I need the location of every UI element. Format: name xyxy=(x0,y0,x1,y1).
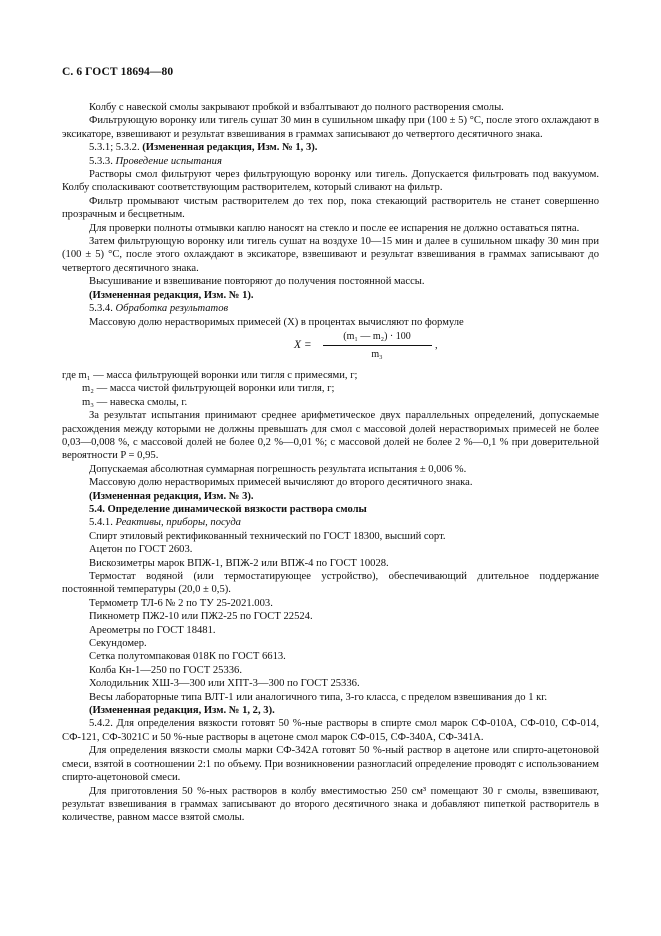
section-title: Реактивы, приборы, посуда xyxy=(115,517,241,529)
formula-lhs: X = xyxy=(294,338,312,351)
paragraph: Для проверки полноты отмывки каплю наносят на стекло и после ее испарения не должно оставаться пятна. xyxy=(89,222,580,234)
variable-definition: где m₁ — масса фильтрующей воронки или тигля с примесями, г; xyxy=(62,369,358,381)
paragraph: Для приготовления 50 %-ных растворов в колбу вместимостью 250 см³ помещают 30 г смолы, взвешивают, результат взвешивания в граммах записывают до второго десятичного знака и добавляют пипеткой растворитель в количестве, равном массе взятой смолы. xyxy=(62,785,599,824)
paragraph: Затем фильтрующую воронку или тигель сушат на воздухе 10—15 мин и далее в сушильном шкафу 30 мин при (100 ± 5) °С, после этого охлаждают в эксикаторе, взвешивают и результат взвешивания в граммах записывают до четвертого десятичного знака. xyxy=(62,236,599,274)
list-item: Весы лабораторные типа ВЛТ-1 или аналогичного типа, 3-го класса, с пределом взвешивания до 1 кг. xyxy=(89,691,548,703)
paragraph: 5.4.2. Для определения вязкости готовят 50 %-ные растворы в спирте смол марок СФ-010А, СФ-010, СФ-014, СФ-121, СФ-3021С и 50 %-ные растворы в ацетоне смол марок СФ-015, СФ-340А, СФ-341А. xyxy=(62,718,599,743)
section-heading xyxy=(62,302,599,315)
paragraph: Фильтр промывают чистым растворителем до тех пор, пока стекающий растворитель не станет совершенно прозрачным и бесцветным. xyxy=(62,195,599,221)
section-number: 5.3.4. xyxy=(89,303,113,315)
section-heading: 5.4. Определение динамической вязкости раствора смолы xyxy=(89,503,367,515)
formula xyxy=(62,330,599,366)
paragraph: За результат испытания принимают среднее арифметическое двух параллельных определений, допускаемые расхождения между которыми не должны превышать для смол с массовой долей нерастворимых примесей не более 0,03—0,008 %, с массовой долей не более 0,2 %—0,01 %; с массовой долей не более 2 %—0,1 % при доверительной вероятности P = 0,95. xyxy=(62,410,599,462)
paragraph: Массовую долю нерастворимых примесей вычисляют до второго десятичного знака. xyxy=(89,477,473,489)
list-item: Пикнометр ПЖ2-10 или ПЖ2-25 по ГОСТ 22524. xyxy=(89,611,313,623)
list-item: Холодильник ХШ-3—300 или ХПТ-3—300 по ГОСТ 25336. xyxy=(89,678,360,690)
document-body xyxy=(62,101,599,825)
variable-definition: m₃ — навеска смолы, г. xyxy=(82,396,188,408)
amendment-note: (Измененная редакция, Изм. № 1, 2, 3). xyxy=(89,705,275,717)
section-ref xyxy=(62,141,599,154)
list-item: Спирт этиловый ректификованный технический по ГОСТ 18300, высший сорт. xyxy=(89,530,446,542)
fraction-bar xyxy=(323,345,432,346)
list-item: Вискозиметры марок ВПЖ-1, ВПЖ-2 или ВПЖ-4 по ГОСТ 10028. xyxy=(89,557,389,569)
section-title: Проведение испытания xyxy=(115,155,222,167)
paragraph: Растворы смол фильтруют через фильтрующую воронку или тигель. Допускается фильтровать под вакуумом. Колбу споласкивают соответствующим растворителем, который сливают на фильтр. xyxy=(62,169,599,194)
formula-numerator: (m₁ — m₂) · 100 xyxy=(343,330,411,342)
amendment-note: (Измененная редакция, Изм. № 1). xyxy=(89,289,254,301)
list-item: Термометр ТЛ-6 № 2 по ТУ 25-2021.003. xyxy=(89,597,273,609)
paragraph: Для определения вязкости смолы марки СФ-342А готовят 50 %-ный раствор в ацетоне или спирто-ацетоновой смеси, взятой в соотношении 2:1 по объему. При возникновении разногласий определение проводят с использованием спирто-ацетоновой смеси. xyxy=(62,745,599,784)
section-heading xyxy=(62,155,599,168)
paragraph: Высушивание и взвешивание повторяют до получения постоянной массы. xyxy=(89,276,425,288)
list-item: Сетка полутомпаковая 018К по ГОСТ 6613. xyxy=(89,651,286,663)
paragraph: Допускаемая абсолютная суммарная погрешность результата испытания ± 0,006 %. xyxy=(89,463,467,475)
section-title: Обработка результатов xyxy=(115,303,229,315)
formula-comma: , xyxy=(435,339,438,351)
amendment-note: (Измененная редакция, Изм. № 1, 3). xyxy=(142,142,318,154)
list-item: Термостат водяной (или термостатирующее устройство), обеспечивающий длительное поддержание постоянной температуры (20,0 ± 0,5). xyxy=(62,571,599,596)
list-item: Колба Кн-1—250 по ГОСТ 25336. xyxy=(89,664,242,676)
section-number: 5.3.3. xyxy=(89,155,113,167)
page-header: С. 6 ГОСТ 18694—80 xyxy=(62,66,174,78)
amendment-note: (Измененная редакция, Изм. № 3). xyxy=(89,490,254,502)
variable-definition: m₂ — масса чистой фильтрующей воронки или тигля, г; xyxy=(82,383,335,395)
paragraph: Колбу с навеской смолы закрывают пробкой и взбалтывают до полного растворения смолы. xyxy=(89,102,504,113)
list-item: Ацетон по ГОСТ 2603. xyxy=(89,544,193,556)
list-item: Ареометры по ГОСТ 18481. xyxy=(89,624,216,636)
section-heading xyxy=(62,516,599,529)
paragraph: Фильтрующую воронку или тигель сушат 30 мин в сушильном шкафу при (100 ± 5) °С, после этого охлаждают в эксикаторе, взвешивают и результат взвешивания в граммах записывают до четвертого десятичного знака. xyxy=(62,115,599,140)
paragraph: Массовую долю нерастворимых примесей (X) в процентах вычисляют по формуле xyxy=(89,316,464,328)
section-number: 5.3.1; 5.3.2. xyxy=(89,142,140,154)
list-item: Секундомер. xyxy=(89,638,147,650)
section-number: 5.4.1. xyxy=(89,517,113,529)
formula-denominator: m₃ xyxy=(371,348,383,360)
